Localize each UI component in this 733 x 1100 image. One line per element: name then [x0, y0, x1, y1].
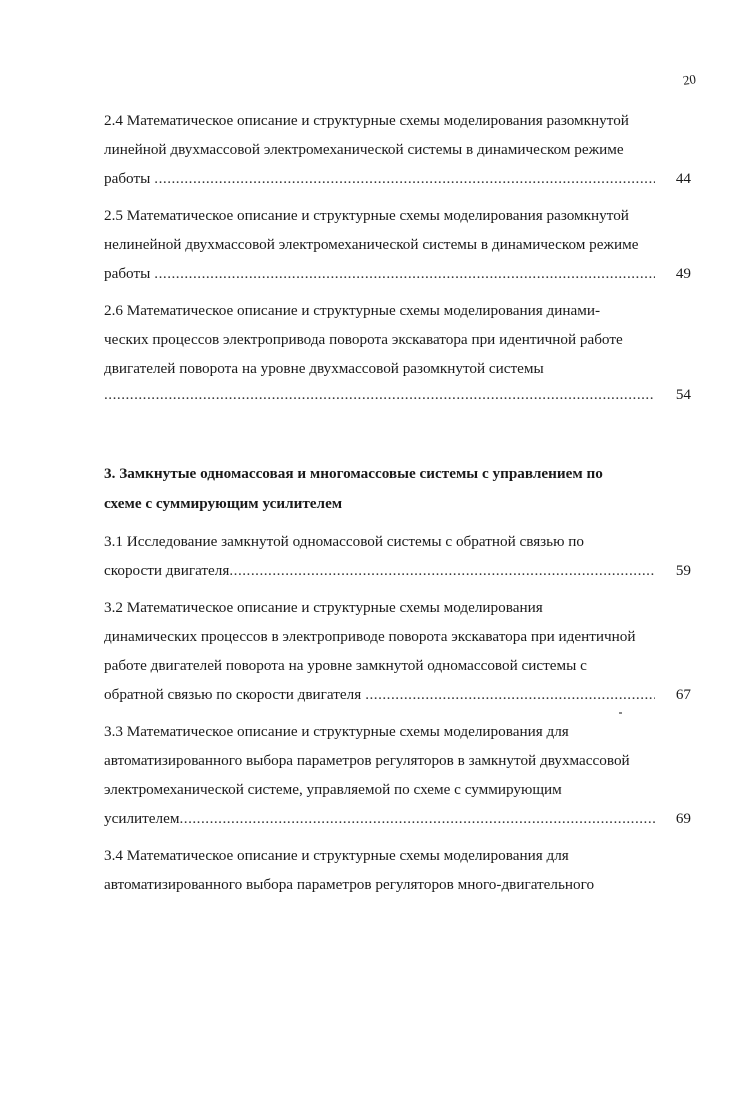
toc-entry-2-4-page: 44: [675, 170, 691, 187]
leader-dots: [365, 685, 655, 705]
toc-entry-2-6-page: 54: [675, 386, 691, 403]
toc-entry-3-3-last-line: [104, 809, 691, 829]
toc-entry-2-5-line-2: нелинейной двухмассовой электромеханической системы в динамическом режиме: [104, 236, 639, 253]
leader-dots: [154, 264, 655, 284]
toc-entry-3-1-tail: скорости двигателя: [104, 562, 230, 579]
toc-entry-3-2-last-line: [104, 685, 691, 705]
toc-entry-3-3-line-2: автоматизированного выбора параметров регуляторов в замкнутой двухмассовой: [104, 752, 630, 769]
leader-dots: [179, 809, 655, 829]
toc-entry-2-6-line-1: 2.6 Математическое описание и структурные схемы моделирования динами-: [104, 302, 601, 319]
toc-entry-3-2-tail: обратной связью по скорости двигателя: [104, 686, 362, 703]
toc-entry-3-3-tail: усилителем: [104, 810, 180, 827]
leader-dots: [229, 561, 655, 581]
toc-entry-2-4-line-1: 2.4 Математическое описание и структурные схемы моделирования разомкнутой: [104, 112, 629, 129]
toc-entry-3-4-line-2: автоматизированного выбора параметров регуляторов много-двигательного: [104, 876, 595, 893]
toc-entry-3-1-last-line: [104, 561, 691, 581]
leader-dots: [154, 169, 655, 189]
toc-entry-3-2-line-1: 3.2 Математическое описание и структурные схемы моделирования: [104, 599, 543, 616]
chapter-3-heading-line-2: схеме с суммирующим усилителем: [104, 495, 343, 512]
toc-entry-2-4-line-2: линейной двухмассовой электромеханической системы в динамическом режиме: [104, 141, 624, 158]
toc-entry-2-5-tail: работы: [104, 265, 151, 282]
toc-entry-2-6-line-2: ческих процессов электропривода поворота экскаватора при идентичной работе: [104, 331, 623, 348]
toc-entry-3-2-line-3: работе двигателей поворота на уровне замкнутой одномассовой системы с: [104, 657, 587, 674]
toc-entry-3-3-page: 69: [675, 810, 691, 827]
toc-entry-3-1-page: 59: [675, 562, 691, 579]
toc-entry-2-4-last-line: [104, 169, 691, 189]
toc-entry-2-5-line-1: 2.5 Математическое описание и структурные схемы моделирования разомкнутой: [104, 207, 629, 224]
toc-entry-2-6-line-3: двигателей поворота на уровне двухмассовой разомкнутой системы: [104, 360, 544, 377]
toc-entry-3-2-line-2: динамических процессов в электроприводе поворота экскаватора при идентичной: [104, 628, 636, 645]
toc-entry-3-4-line-1: 3.4 Математическое описание и структурные схемы моделирования для: [104, 847, 569, 864]
toc-entry-3-3-line-1: 3.3 Математическое описание и структурные схемы моделирования для: [104, 723, 569, 740]
toc-entry-3-1-line-1: 3.1 Исследование замкнутой одномассовой системы с обратной связью по: [104, 533, 584, 550]
toc-entry-2-5-last-line: [104, 264, 691, 284]
toc-entry-2-6-last-line: [104, 385, 691, 405]
toc-entry-3-3-line-3: электромеханической системе, управляемой по схеме с суммирующим: [104, 781, 562, 798]
chapter-3-heading-line-1: 3. Замкнутые одномассовая и многомассовые системы с управлением по: [104, 465, 603, 482]
toc-entry-2-5-page: 49: [675, 265, 691, 282]
handwritten-page-number: 20: [681, 71, 697, 88]
scan-speck: [619, 712, 622, 714]
toc-entry-2-4-tail: работы: [104, 170, 151, 187]
toc-entry-3-2-page: 67: [675, 686, 691, 703]
leader-dots: [104, 385, 655, 405]
